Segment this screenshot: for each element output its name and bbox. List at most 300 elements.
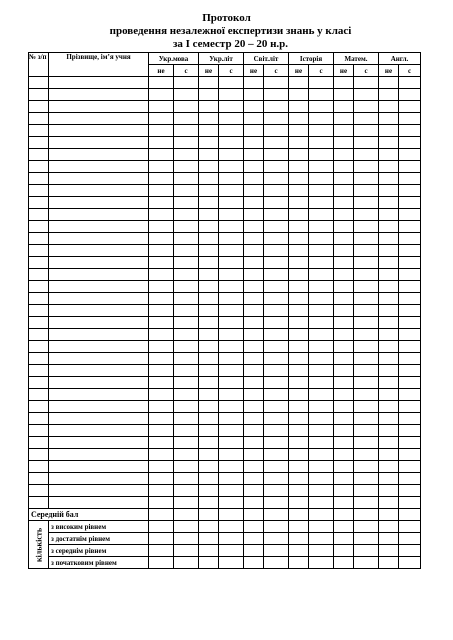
table-cell <box>149 281 174 293</box>
table-cell <box>149 413 174 425</box>
table-cell <box>399 365 421 377</box>
student-row <box>29 485 421 497</box>
level-row <box>29 521 421 533</box>
table-cell <box>289 545 309 557</box>
table-cell <box>354 245 379 257</box>
table-cell <box>289 161 309 173</box>
table-cell <box>149 221 174 233</box>
table-cell <box>244 89 264 101</box>
table-cell <box>219 521 244 533</box>
table-cell <box>199 257 219 269</box>
table-cell <box>354 305 379 317</box>
table-cell <box>334 449 354 461</box>
table-cell <box>49 365 149 377</box>
table-cell <box>334 269 354 281</box>
table-cell <box>354 497 379 509</box>
table-cell <box>49 221 149 233</box>
table-cell <box>354 449 379 461</box>
protocol-title: Протокол <box>202 12 251 24</box>
table-cell <box>199 545 219 557</box>
table-cell <box>219 401 244 413</box>
table-cell <box>174 449 199 461</box>
student-row <box>29 257 421 269</box>
table-cell <box>199 149 219 161</box>
table-cell <box>29 461 49 473</box>
table-cell <box>199 353 219 365</box>
student-row <box>29 137 421 149</box>
subcol-s: с <box>354 65 379 77</box>
student-row <box>29 281 421 293</box>
table-cell <box>149 437 174 449</box>
student-row <box>29 245 421 257</box>
table-cell <box>399 137 421 149</box>
table-cell <box>29 341 49 353</box>
table-cell <box>219 317 244 329</box>
table-cell <box>264 305 289 317</box>
table-cell <box>149 293 174 305</box>
table-cell <box>354 377 379 389</box>
table-cell <box>399 317 421 329</box>
table-cell <box>219 257 244 269</box>
table-cell <box>334 293 354 305</box>
student-row <box>29 329 421 341</box>
level-row <box>29 533 421 545</box>
table-cell <box>309 209 334 221</box>
table-cell <box>334 509 354 521</box>
subcol-s: с <box>174 65 199 77</box>
table-cell <box>334 101 354 113</box>
table-cell <box>219 209 244 221</box>
table-cell <box>244 293 264 305</box>
table-cell <box>199 389 219 401</box>
table-cell <box>199 125 219 137</box>
table-cell <box>264 185 289 197</box>
table-cell <box>264 125 289 137</box>
table-cell <box>379 185 399 197</box>
table-cell <box>244 473 264 485</box>
table-cell <box>354 113 379 125</box>
table-cell <box>49 377 149 389</box>
table-cell <box>354 329 379 341</box>
table-cell <box>379 209 399 221</box>
table-cell <box>289 365 309 377</box>
table-cell <box>149 509 174 521</box>
table-cell <box>289 461 309 473</box>
table-cell <box>174 341 199 353</box>
table-cell <box>334 245 354 257</box>
table-cell <box>289 413 309 425</box>
table-cell <box>379 101 399 113</box>
table-cell <box>289 353 309 365</box>
table-cell <box>354 365 379 377</box>
table-cell <box>219 485 244 497</box>
table-cell <box>289 293 309 305</box>
table-cell <box>149 449 174 461</box>
table-cell <box>289 389 309 401</box>
student-row <box>29 413 421 425</box>
table-cell <box>354 197 379 209</box>
table-cell <box>199 161 219 173</box>
table-cell <box>174 125 199 137</box>
table-cell <box>29 329 49 341</box>
table-cell <box>289 233 309 245</box>
average-label: Середній бал <box>29 509 149 521</box>
table-cell <box>379 257 399 269</box>
table-cell <box>399 545 421 557</box>
table-cell <box>149 365 174 377</box>
table-cell <box>219 101 244 113</box>
table-cell <box>399 557 421 569</box>
table-cell <box>174 389 199 401</box>
subcol-ne: не <box>244 65 264 77</box>
table-cell <box>264 233 289 245</box>
table-cell <box>399 353 421 365</box>
table-cell <box>49 293 149 305</box>
table-cell <box>174 497 199 509</box>
table-cell <box>354 173 379 185</box>
table-cell <box>199 437 219 449</box>
table-cell <box>199 173 219 185</box>
subject-header: Матем. <box>334 53 379 65</box>
table-cell <box>399 89 421 101</box>
table-cell <box>264 173 289 185</box>
table-cell <box>174 221 199 233</box>
table-cell <box>219 137 244 149</box>
table-cell <box>174 545 199 557</box>
table-cell <box>334 149 354 161</box>
student-row <box>29 233 421 245</box>
table-cell <box>379 221 399 233</box>
table-cell <box>244 77 264 89</box>
table-cell <box>354 389 379 401</box>
table-cell <box>49 329 149 341</box>
table-cell <box>244 425 264 437</box>
table-cell <box>174 329 199 341</box>
table-cell <box>199 413 219 425</box>
table-cell <box>264 377 289 389</box>
table-cell <box>149 137 174 149</box>
table-cell <box>199 233 219 245</box>
table-cell <box>149 245 174 257</box>
table-cell <box>244 401 264 413</box>
table-cell <box>244 197 264 209</box>
subcol-ne: не <box>334 65 354 77</box>
table-cell <box>149 389 174 401</box>
student-row <box>29 353 421 365</box>
table-cell <box>199 197 219 209</box>
table-cell <box>264 389 289 401</box>
student-row <box>29 89 421 101</box>
table-cell <box>219 161 244 173</box>
table-cell <box>264 509 289 521</box>
level-label: з початковим рівнем <box>49 557 149 569</box>
table-cell <box>354 185 379 197</box>
table-cell <box>379 437 399 449</box>
table-cell <box>244 149 264 161</box>
table-cell <box>289 113 309 125</box>
table-cell <box>354 101 379 113</box>
table-cell <box>244 353 264 365</box>
table-cell <box>199 185 219 197</box>
table-cell <box>334 425 354 437</box>
table-cell <box>199 137 219 149</box>
table-cell <box>309 449 334 461</box>
table-cell <box>399 521 421 533</box>
table-cell <box>174 197 199 209</box>
table-cell <box>379 113 399 125</box>
table-cell <box>289 77 309 89</box>
table-cell <box>334 161 354 173</box>
table-cell <box>309 101 334 113</box>
table-cell <box>199 497 219 509</box>
subject-header: Укр.літ <box>199 53 244 65</box>
subcol-s: с <box>399 65 421 77</box>
table-cell <box>49 317 149 329</box>
table-cell <box>219 497 244 509</box>
table-cell <box>149 149 174 161</box>
table-cell <box>379 533 399 545</box>
subcol-ne: не <box>379 65 399 77</box>
table-cell <box>379 233 399 245</box>
table-cell <box>334 221 354 233</box>
table-cell <box>29 257 49 269</box>
table-cell <box>174 425 199 437</box>
subject-header: Англ. <box>379 53 421 65</box>
table-cell <box>264 341 289 353</box>
table-cell <box>149 113 174 125</box>
table-cell <box>379 329 399 341</box>
table-cell <box>244 545 264 557</box>
table-cell <box>219 125 244 137</box>
table-cell <box>399 149 421 161</box>
table-cell <box>29 77 49 89</box>
table-cell <box>399 401 421 413</box>
table-cell <box>309 521 334 533</box>
table-cell <box>29 293 49 305</box>
student-row <box>29 449 421 461</box>
table-cell <box>379 293 399 305</box>
table-cell <box>354 137 379 149</box>
table-cell <box>219 305 244 317</box>
table-cell <box>174 161 199 173</box>
table-cell <box>49 425 149 437</box>
table-cell <box>289 197 309 209</box>
table-cell <box>399 209 421 221</box>
table-cell <box>264 209 289 221</box>
table-cell <box>29 269 49 281</box>
subcol-ne: не <box>149 65 174 77</box>
table-cell <box>199 461 219 473</box>
student-row <box>29 149 421 161</box>
table-cell <box>379 197 399 209</box>
table-cell <box>309 401 334 413</box>
table-cell <box>379 269 399 281</box>
table-cell <box>174 485 199 497</box>
table-cell <box>354 437 379 449</box>
table-cell <box>379 341 399 353</box>
table-cell <box>49 245 149 257</box>
table-cell <box>219 449 244 461</box>
table-cell <box>289 425 309 437</box>
table-cell <box>244 221 264 233</box>
table-cell <box>49 461 149 473</box>
table-cell <box>149 257 174 269</box>
table-cell <box>149 545 174 557</box>
table-cell <box>309 389 334 401</box>
table-cell <box>399 497 421 509</box>
table-cell <box>289 125 309 137</box>
table-cell <box>354 461 379 473</box>
table-cell <box>354 209 379 221</box>
table-cell <box>289 257 309 269</box>
table-cell <box>149 377 174 389</box>
table-cell <box>199 245 219 257</box>
table-cell <box>264 329 289 341</box>
table-cell <box>244 317 264 329</box>
table-cell <box>334 137 354 149</box>
table-cell <box>379 557 399 569</box>
table-cell <box>49 449 149 461</box>
table-cell <box>399 437 421 449</box>
table-cell <box>289 437 309 449</box>
table-cell <box>174 101 199 113</box>
table-cell <box>174 437 199 449</box>
table-cell <box>379 485 399 497</box>
table-cell <box>244 557 264 569</box>
table-cell <box>199 269 219 281</box>
table-cell <box>49 353 149 365</box>
table-cell <box>264 449 289 461</box>
table-cell <box>149 197 174 209</box>
table-cell <box>289 449 309 461</box>
level-row <box>29 557 421 569</box>
table-cell <box>29 233 49 245</box>
table-cell <box>334 185 354 197</box>
table-cell <box>219 473 244 485</box>
table-cell <box>199 77 219 89</box>
table-cell <box>379 401 399 413</box>
table-cell <box>289 137 309 149</box>
student-row <box>29 197 421 209</box>
table-cell <box>199 341 219 353</box>
table-cell <box>49 173 149 185</box>
table-cell <box>49 125 149 137</box>
table-cell <box>354 125 379 137</box>
table-cell <box>399 125 421 137</box>
table-cell <box>29 413 49 425</box>
table-cell <box>354 557 379 569</box>
table-cell <box>264 161 289 173</box>
table-cell <box>334 413 354 425</box>
table-cell <box>309 197 334 209</box>
table-cell <box>334 197 354 209</box>
table-cell <box>244 449 264 461</box>
table-cell <box>264 293 289 305</box>
table-cell <box>354 161 379 173</box>
table-cell <box>199 449 219 461</box>
level-label: з високим рівнем <box>49 521 149 533</box>
table-cell <box>174 233 199 245</box>
protocol-table <box>28 52 421 569</box>
table-cell <box>174 557 199 569</box>
table-cell <box>49 233 149 245</box>
table-cell <box>289 317 309 329</box>
table-cell <box>309 473 334 485</box>
table-cell <box>49 269 149 281</box>
table-cell <box>244 389 264 401</box>
table-cell <box>29 389 49 401</box>
table-cell <box>49 401 149 413</box>
table-cell <box>149 185 174 197</box>
table-cell <box>289 533 309 545</box>
table-cell <box>149 161 174 173</box>
table-cell <box>379 389 399 401</box>
table-cell <box>334 485 354 497</box>
protocol-subtitle: проведення незалежної експертизи знань у класі <box>109 25 352 37</box>
table-cell <box>219 341 244 353</box>
table-cell <box>379 449 399 461</box>
table-cell <box>379 425 399 437</box>
table-cell <box>309 329 334 341</box>
table-cell <box>49 149 149 161</box>
table-cell <box>289 269 309 281</box>
table-cell <box>149 425 174 437</box>
table-cell <box>399 305 421 317</box>
table-cell <box>149 353 174 365</box>
table-cell <box>379 365 399 377</box>
student-row <box>29 113 421 125</box>
table-cell <box>264 245 289 257</box>
table-cell <box>289 485 309 497</box>
table-cell <box>199 425 219 437</box>
table-cell <box>264 149 289 161</box>
table-cell <box>244 113 264 125</box>
table-cell <box>174 509 199 521</box>
table-cell <box>334 437 354 449</box>
table-cell <box>244 485 264 497</box>
table-cell <box>334 113 354 125</box>
table-cell <box>219 149 244 161</box>
table-cell <box>334 209 354 221</box>
table-cell <box>219 221 244 233</box>
table-cell <box>264 497 289 509</box>
table-cell <box>309 77 334 89</box>
table-cell <box>289 329 309 341</box>
table-cell <box>289 401 309 413</box>
table-cell <box>219 377 244 389</box>
table-cell <box>49 281 149 293</box>
table-cell <box>334 257 354 269</box>
table-cell <box>174 77 199 89</box>
table-cell <box>289 305 309 317</box>
table-cell <box>334 173 354 185</box>
table-cell <box>244 269 264 281</box>
table-cell <box>49 89 149 101</box>
table-cell <box>174 413 199 425</box>
table-cell <box>309 509 334 521</box>
table-cell <box>29 137 49 149</box>
table-cell <box>199 557 219 569</box>
table-cell <box>309 557 334 569</box>
table-cell <box>244 413 264 425</box>
table-cell <box>244 257 264 269</box>
table-cell <box>289 173 309 185</box>
table-cell <box>309 437 334 449</box>
table-cell <box>199 401 219 413</box>
table-cell <box>244 329 264 341</box>
table-cell <box>219 557 244 569</box>
table-cell <box>244 521 264 533</box>
